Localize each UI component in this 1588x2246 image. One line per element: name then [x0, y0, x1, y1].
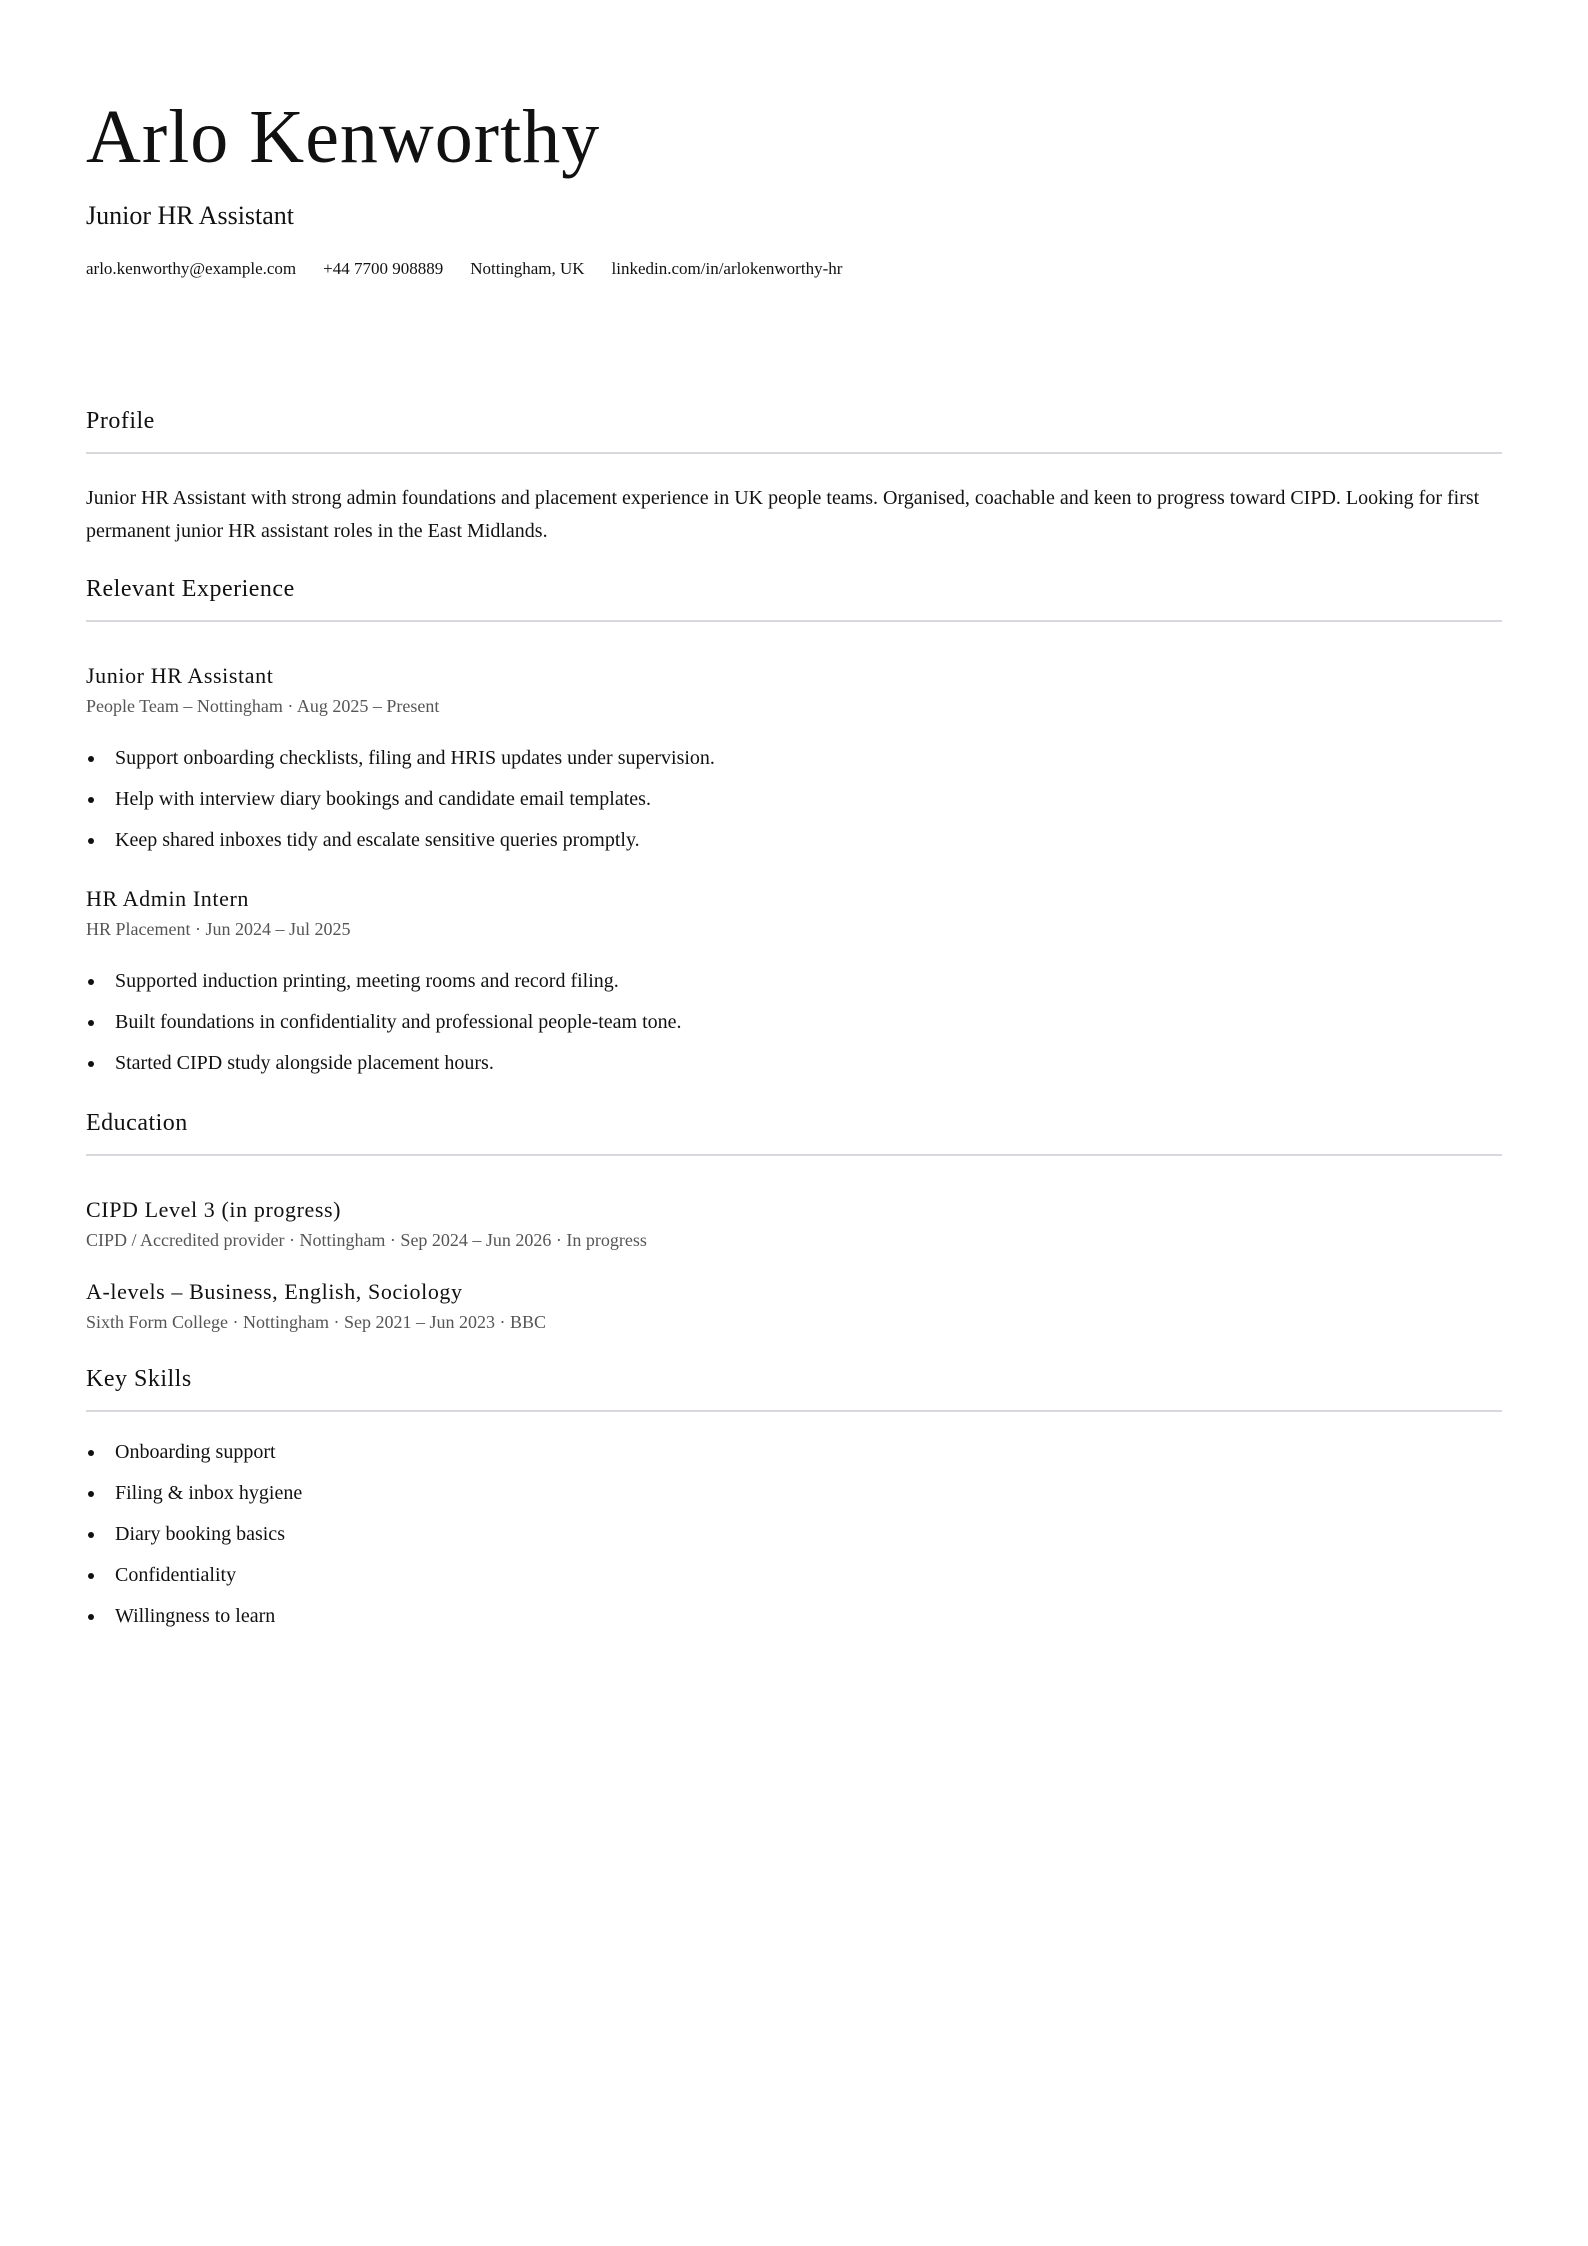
section-title-profile: Profile — [86, 408, 155, 434]
skills-section — [86, 1364, 1502, 1637]
candidate-role: Junior HR Assistant — [86, 201, 295, 230]
profile-text: Junior HR Assistant with strong admin foundations and placement experience in UK people teams. Organised, coachable and keen to progress toward CIPD. Looking for first permanent junior HR assistant roles in the East Midlands. — [86, 487, 1480, 542]
job-bullet: Help with interview diary bookings and candidate email templates. — [86, 779, 1502, 820]
job-title: Junior HR Assistant — [86, 663, 274, 688]
section-title-experience: Relevant Experience — [86, 576, 295, 602]
job-title: HR Admin Intern — [86, 886, 249, 911]
skills-list — [86, 1432, 1502, 1637]
education-title: CIPD Level 3 (in progress) — [86, 1197, 342, 1222]
job-entry — [86, 662, 1502, 861]
section-divider — [86, 1154, 1502, 1156]
section-title-education: Education — [86, 1110, 188, 1136]
contact-email[interactable]: arlo.kenworthy@example.com — [86, 259, 297, 278]
job-bullet: Built foundations in confidentiality and professional people-team tone. — [86, 1002, 1502, 1043]
job-meta: People Team – Nottingham · Aug 2025 – Present — [86, 696, 440, 716]
candidate-name: Arlo Kenworthy — [86, 95, 601, 179]
section-divider — [86, 620, 1502, 622]
education-meta: CIPD / Accredited provider · Nottingham · Sep 2024 – Jun 2026 · In progress — [86, 1230, 647, 1250]
job-bullets — [86, 738, 1502, 861]
job-bullets — [86, 961, 1502, 1084]
skill-item: Diary booking basics — [86, 1514, 1502, 1555]
contact-line — [86, 258, 1502, 280]
skill-item: Confidentiality — [86, 1555, 1502, 1596]
contact-linkedin[interactable]: linkedin.com/in/arlokenworthy-hr — [611, 259, 843, 278]
job-entry — [86, 885, 1502, 1084]
job-bullet: Supported induction printing, meeting rooms and record filing. — [86, 961, 1502, 1002]
education-entry — [86, 1278, 1502, 1334]
experience-section — [86, 574, 1502, 1084]
section-divider — [86, 452, 1502, 454]
job-bullet: Keep shared inboxes tidy and escalate sensitive queries promptly. — [86, 820, 1502, 861]
skill-item: Willingness to learn — [86, 1596, 1502, 1637]
contact-location: Nottingham, UK — [470, 259, 585, 278]
section-title-skills: Key Skills — [86, 1366, 192, 1392]
education-meta: Sixth Form College · Nottingham · Sep 2021 – Jun 2023 · BBC — [86, 1312, 547, 1332]
contact-phone[interactable]: +44 7700 908889 — [323, 259, 444, 278]
section-divider — [86, 1410, 1502, 1412]
education-title: A-levels – Business, English, Sociology — [86, 1279, 463, 1304]
job-bullet: Started CIPD study alongside placement hours. — [86, 1043, 1502, 1084]
skill-item: Onboarding support — [86, 1432, 1502, 1473]
education-section — [86, 1108, 1502, 1334]
job-meta: HR Placement · Jun 2024 – Jul 2025 — [86, 919, 351, 939]
resume-header — [86, 0, 1502, 280]
skill-item: Filing & inbox hygiene — [86, 1473, 1502, 1514]
job-bullet: Support onboarding checklists, filing and HRIS updates under supervision. — [86, 738, 1502, 779]
education-entry — [86, 1196, 1502, 1252]
profile-section — [86, 406, 1502, 548]
